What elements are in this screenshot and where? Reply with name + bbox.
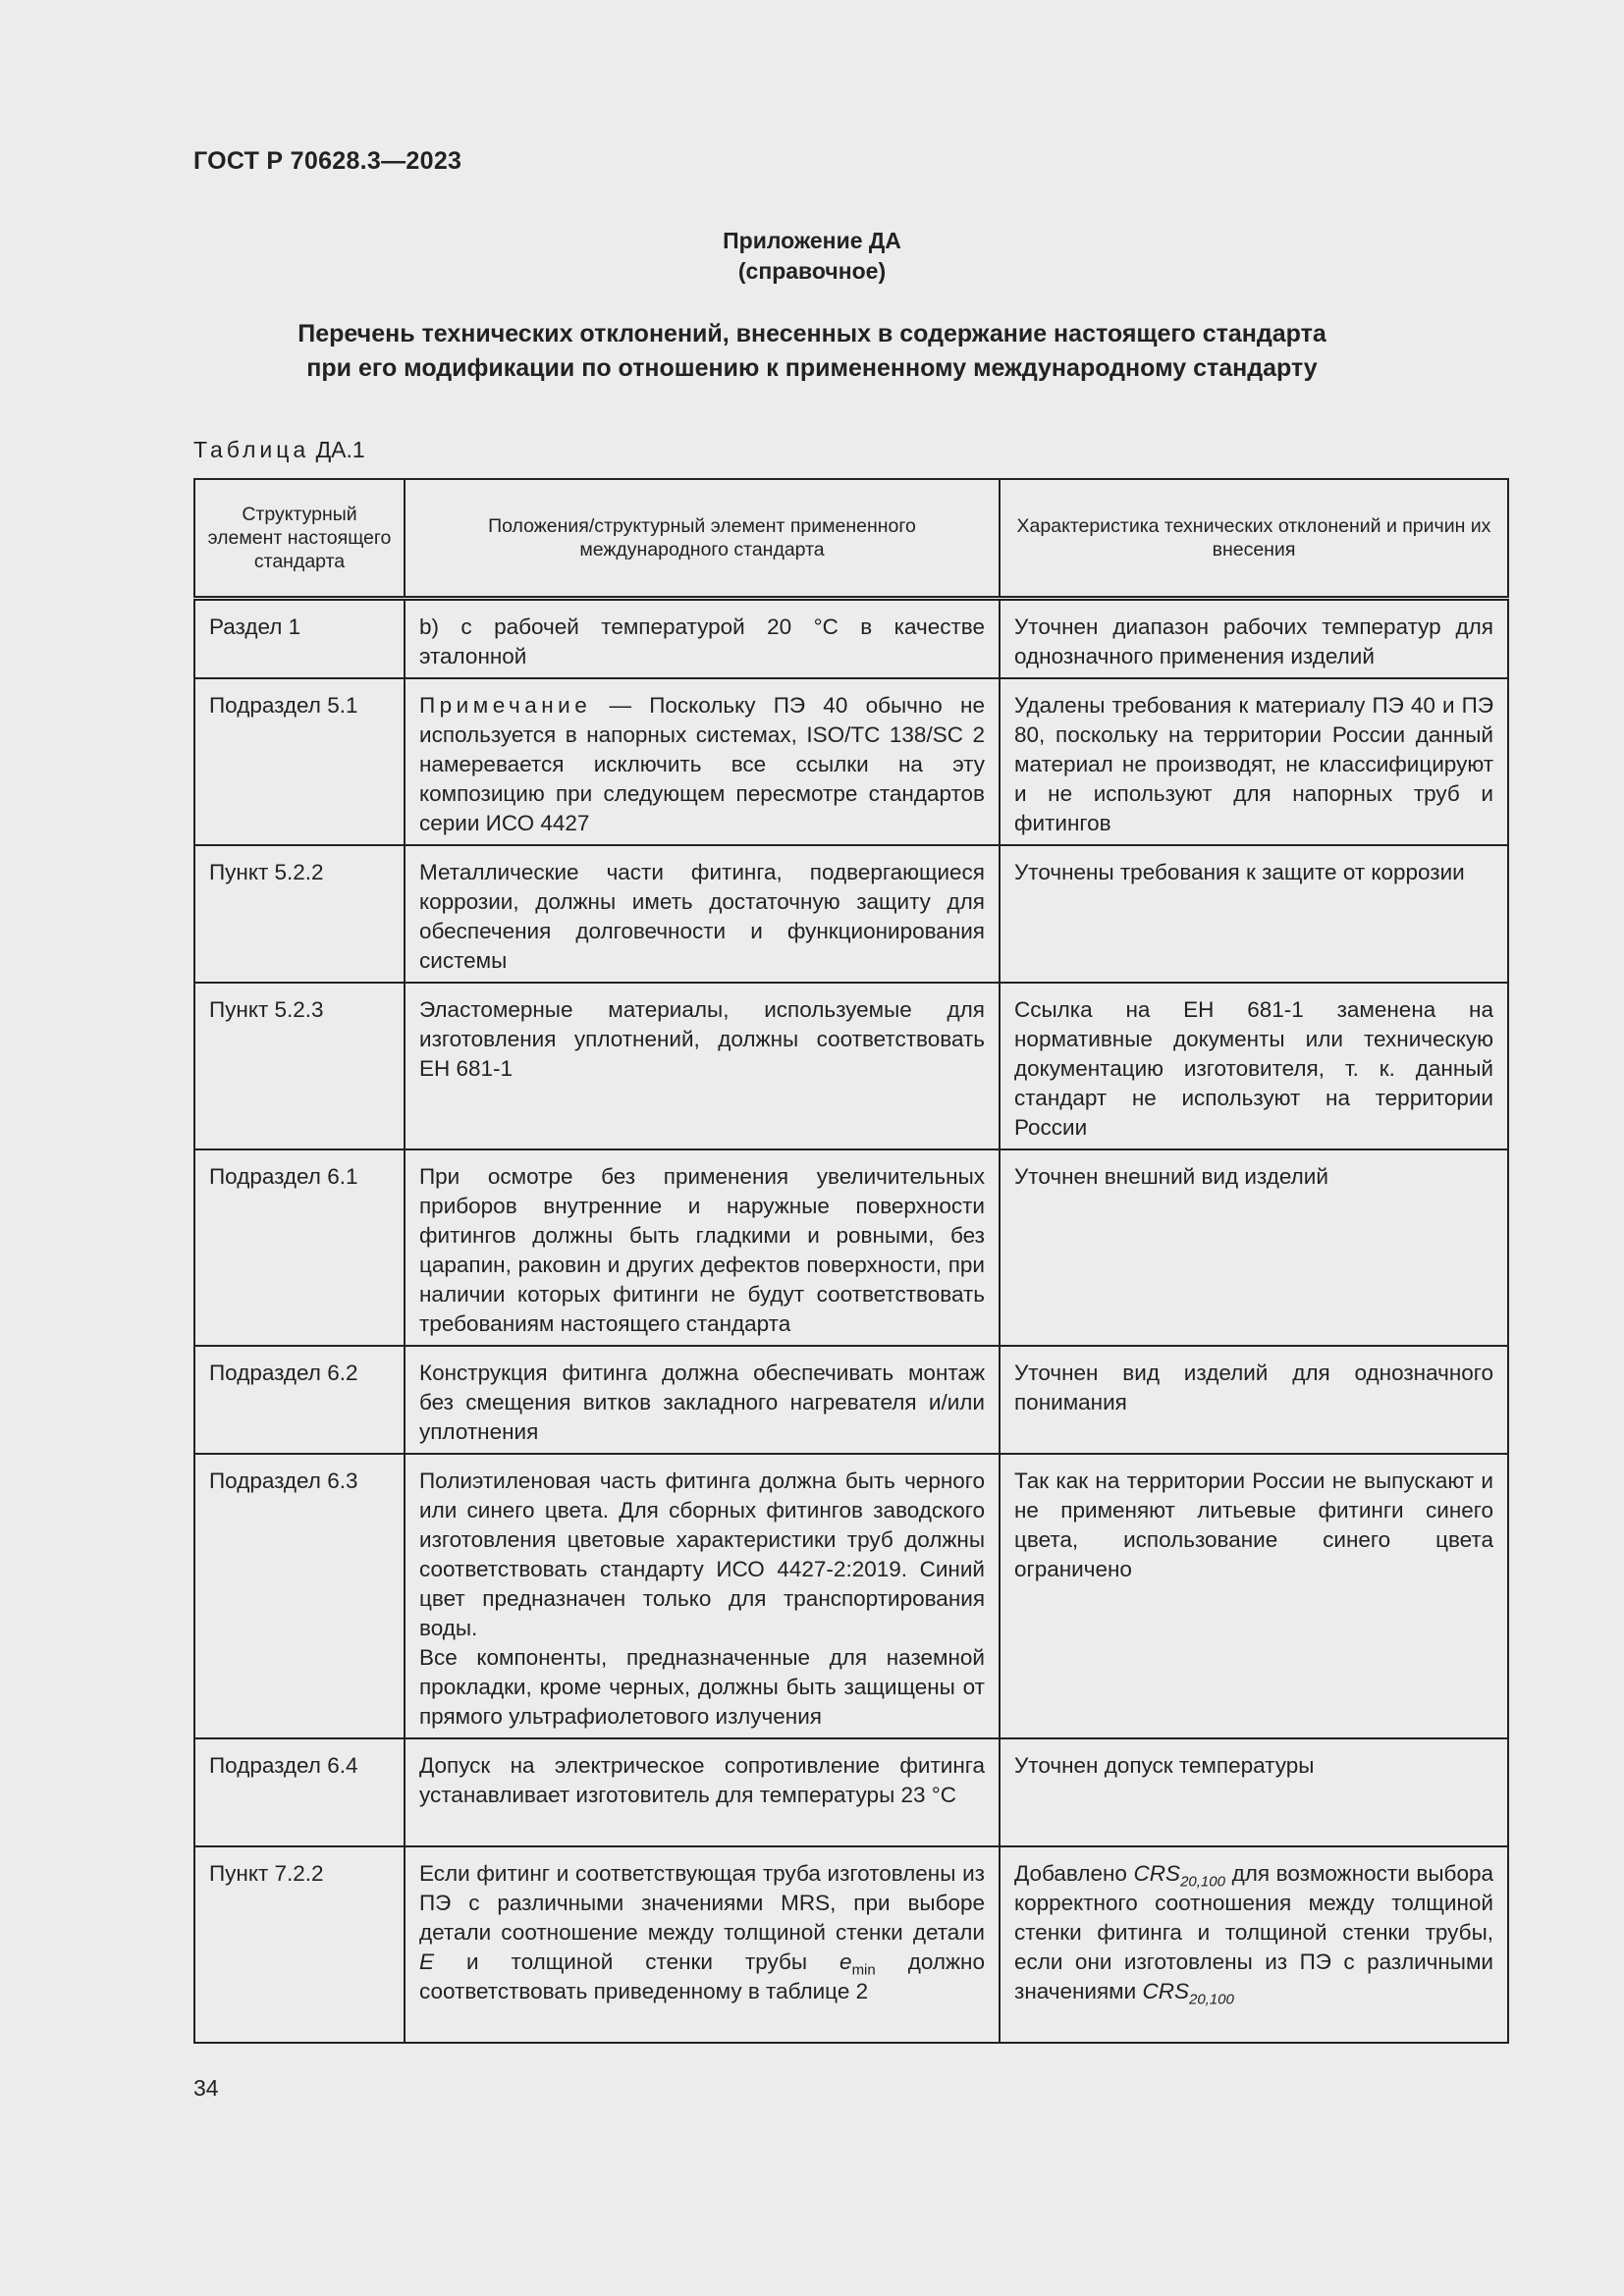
row-characteristic: Уточнен диапазон рабочих температур для однозначного применения изделий [1000,598,1508,678]
table-caption-word: Таблица [193,437,310,462]
subscript-crs-value: 20,100 [1180,1873,1225,1890]
header-characteristic: Характеристика технических отклонений и причин их внесения [1000,479,1508,598]
row-characteristic: Уточнен допуск температуры [1000,1738,1508,1846]
row-provision: Эластомерные материалы, используемые для изготовления уплотнений, должны соответствовать ЕН 681-1 [405,983,1000,1149]
row-element: Подраздел 6.3 [194,1454,405,1738]
table-header-row [194,479,1508,598]
header-provision: Положения/структурный элемент примененного международного стандарта [405,479,1000,598]
row-provision: Конструкция фитинга должна обеспечивать монтаж без смещения витков закладного нагревателя и/или уплотнения [405,1346,1000,1454]
provision-paragraph: Все компоненты, предназначенные для наземной прокладки, кроме черных, должны быть защищены от прямого ультрафиолетового излучения [419,1644,985,1729]
variable-e: e [839,1949,852,1974]
table-row [194,1846,1508,2043]
row-element: Подраздел 6.1 [194,1149,405,1346]
row-provision [405,1454,1000,1738]
table-row [194,1738,1508,1846]
table-row [194,1149,1508,1346]
subscript-crs [1180,1873,1225,1890]
row-characteristic: Удалены требования к материалу ПЭ 40 и ПЭ 80, поскольку на территории России данный материал не производят, не классифицируют и не используют для напорных труб и фитингов [1000,678,1508,845]
subscript-min: min [851,1961,876,1978]
appendix-title: Приложение ДА [723,228,901,253]
table-caption-number: ДА.1 [315,437,365,462]
document-title-line-2: при его модификации по отношению к примененному международному стандарту [306,354,1318,382]
row-provision: При осмотре без применения увеличительных приборов внутренние и наружные поверхности фитингов должны быть гладкими и ровными, без царапин, раковин и других дефектов поверхности, при наличии которых фитинги не будут соответствовать требованиям настоящего стандарта [405,1149,1000,1346]
row-provision: Металлические части фитинга, подвергающиеся коррозии, должны иметь достаточную защиту для обеспечения долговечности и функционирования системы [405,845,1000,983]
note-label: Примечание [419,692,592,718]
row-characteristic: Уточнен вид изделий для однозначного понимания [1000,1346,1508,1454]
variable-crs: CRS [1142,1978,1189,2003]
variable-E: E [419,1949,435,1974]
table-row [194,1454,1508,1738]
appendix-subtitle: (справочное) [737,258,887,284]
row-element: Пункт 5.2.3 [194,983,405,1149]
table-row [194,983,1508,1149]
row-element: Пункт 7.2.2 [194,1846,405,2043]
characteristic-text: Добавлено [1014,1860,1134,1886]
table-row [194,845,1508,983]
row-characteristic: Так как на территории России не выпускают и не применяют литьевые фитинги синего цвета, использование синего цвета ограничено [1000,1454,1508,1738]
subscript-crs [1189,1991,1234,2007]
note-text: — Поскольку ПЭ 40 обычно не используется в напорных системах, ISO/TC 138/SC 2 намеревается исключить все ссылки на эту композицию при следующем пересмотре стандартов серии ИСО 4427 [419,692,985,835]
row-element: Подраздел 6.4 [194,1738,405,1846]
row-element: Подраздел 6.2 [194,1346,405,1454]
table-caption [193,437,365,463]
row-provision [405,678,1000,845]
provision-text: должно соответствовать приведенному в таблице 2 [419,1949,985,2003]
row-characteristic [1000,1846,1508,2043]
table-row [194,598,1508,678]
document-title-line-1: Перечень технических отклонений, внесенных в содержание настоящего стандарта [298,320,1326,347]
page-number: 34 [193,2075,219,2101]
row-element: Подраздел 5.1 [194,678,405,845]
document-title [0,317,1624,386]
subscript-crs-value: 20,100 [1188,1991,1234,2007]
header-structural-element: Структурный элемент настоящего стандарта [194,479,405,598]
table-row [194,678,1508,845]
row-element: Раздел 1 [194,598,405,678]
deviations-table [193,478,1509,2044]
row-characteristic: Ссылка на ЕН 681-1 заменена на нормативные документы или техническую документацию изготовителя, т. к. данный стандарт не используют на территории России [1000,983,1508,1149]
characteristic-text: для возможности выбора корректного соотношения между толщиной стенки фитинга и толщиной стенки трубы, если они изготовлены из ПЭ с различными значениями [1014,1860,1493,2003]
appendix-heading [0,226,1624,287]
row-element: Пункт 5.2.2 [194,845,405,983]
row-characteristic: Уточнены требования к защите от коррозии [1000,845,1508,983]
provision-paragraph: Полиэтиленовая часть фитинга должна быть черного или синего цвета. Для сборных фитингов заводского изготовления цветовые характеристики труб должны соответствовать стандарту ИСО 4427-2:2019. Синий цвет предназначен только для транспортирования воды. [419,1468,985,1640]
row-provision [405,1846,1000,2043]
document-code: ГОСТ Р 70628.3—2023 [193,147,462,175]
table-row [194,1346,1508,1454]
provision-text: и толщиной стенки трубы [434,1949,840,1974]
row-characteristic: Уточнен внешний вид изделий [1000,1149,1508,1346]
row-provision: b) с рабочей температурой 20 °С в качестве эталонной [405,598,1000,678]
variable-crs: CRS [1133,1860,1181,1886]
row-provision: Допуск на электрическое сопротивление фитинга устанавливает изготовитель для температуры 23 °С [405,1738,1000,1846]
provision-text: Если фитинг и соответствующая труба изготовлены из ПЭ с различными значениями MRS, при выборе детали соотношение между толщиной стенки детали [419,1860,985,1945]
